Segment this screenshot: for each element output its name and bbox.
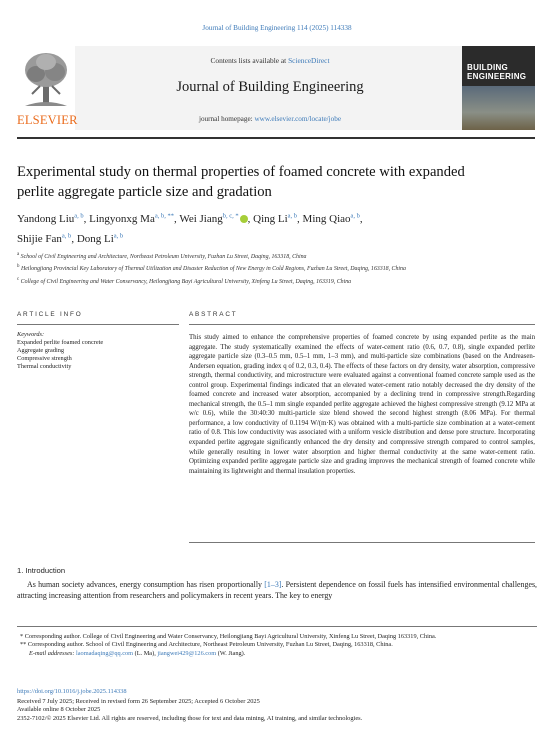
- article-info-heading: ARTICLE INFO: [17, 311, 83, 318]
- journal-title[interactable]: Journal of Building Engineering: [176, 79, 364, 95]
- journal-homepage: [75, 115, 465, 123]
- footnote: * Corresponding author. College of Civil Engineering and Water Conservancy, Heilongjiang Bayi Agricultural University, Xinfeng Lu Street, Daqing 163319, China.: [20, 633, 437, 640]
- keyword[interactable]: Thermal conductivity: [17, 362, 72, 370]
- email-link[interactable]: jiangwei429@126.com: [157, 649, 217, 657]
- citation-link[interactable]: [1–3]: [264, 580, 282, 589]
- abstract-divider: [189, 324, 535, 325]
- intro-paragraph: As human society advances, energy consumption has risen proportionally [1–3]. Persistent dependence on fossil fuels has intensified environmental challenges, attracting increasing attention from researchers and policymakers in recent years. The key to energy: [17, 580, 537, 600]
- affiliation: $^c$ College of Civil Engineering and Water Conservancy, Heilongjiang Bayi Agricultural University, Xinfeng Lu Street, Daqing, 163319, China: [17, 276, 352, 285]
- author[interactable]: Shijie Fan$^{a, b}$,: [17, 232, 77, 246]
- cover-title: [467, 63, 533, 81]
- elsevier-wordmark: ELSEVIER: [17, 113, 78, 127]
- footnote: ** Corresponding author. School of Civil Engineering and Architecture, Northeast Petroleum University, Fuzhan Lu Street, Daqing, 163318, China.: [20, 641, 393, 649]
- affiliations: [17, 251, 537, 288]
- contents-line: [75, 56, 465, 65]
- keyword[interactable]: Expanded perlite foamed concrete: [17, 338, 104, 346]
- journal-reference[interactable]: Journal of Building Engineering 114 (2025) 114338: [202, 24, 352, 32]
- journal-cover-image[interactable]: [462, 46, 535, 130]
- sciencedirect-link[interactable]: ScienceDirect: [288, 56, 330, 65]
- footnote-divider: [17, 626, 537, 627]
- cover-title-line2: ENGINEERING: [467, 72, 527, 81]
- email-line: E-mail addresses: laomadaqing@qq.com (L. Ma), jiangwei429@126.com (W. Jiang).: [29, 649, 246, 657]
- article-dates: [17, 698, 537, 723]
- email-link[interactable]: laomadaqing@qq.com: [76, 649, 134, 657]
- article-info-divider: [17, 324, 179, 325]
- doi-link[interactable]: https://doi.org/10.1016/j.jobe.2025.114338: [17, 688, 127, 695]
- author-list: [17, 207, 537, 248]
- author[interactable]: Wei Jiang$^{b, c, *}$ ,: [179, 212, 254, 225]
- email-label: E-mail addresses:: [29, 649, 75, 657]
- author[interactable]: Qing Li$^{a, b}$,: [253, 212, 303, 225]
- abstract-text: This study aimed to enhance the comprehensive properties of foamed concrete by using expanded perlite as the main aggregate. The study systematically examined the effects of water-cement ratio (0.6, 0.7, 0.8), single expanded perlite aggregate particle size (0.3–0.5 mm, 0.5–1 mm, 1–3 mm), and multi-particle size combinations (based on the Andreasen-Andersen equation, grading index q of 0.2, 0.3, 0.4). The effects of these factors on dry density, water absorption, compressive strength, thermal conductivity, and microstructure were evaluated against a conventional foamed concrete sample used as the control group. Experimental findings indicated that an elevated water-cement ratio notably decreased the dry density of the foamed concrete and increased water absorption, accompanied by a declining trend in compressive strength.Regarding mechanical strength, the 0.5–1 mm single expanded perlite aggregate achieved the highest compressive strength (9.12 MPa at w/c 0.6), while the 30:40:30 multi-particle size blend showed the second highest strength (8.06 MPa). For thermal performance, a low conductivity of 0.1194 W/(m·K) was obtained with a multi-particle size combination at a water-cement ratio of 0.8. This low conductivity was associated with a uniform vesicle distribution and dense pore structure. Incorporating expanded perlite aggregate significantly enhanced the dry density and compressive strength compared to control samples, while generally resulting in lower water absorption and higher thermal conductivity at the same water-cement ratio. Optimizing expanded perlite aggregate particle size and grading improves the mechanical strength of foamed concrete while maintaining its lightweight and thermal insulation properties.: [189, 334, 535, 475]
- orcid-icon[interactable]: [240, 215, 248, 223]
- abstract-end-divider: [189, 542, 535, 543]
- elsevier-tree-icon: [22, 50, 70, 108]
- article-title: Experimental study on thermal properties of foamed concrete with expanded perlite aggregate particle size and gradation: [17, 164, 465, 200]
- received-dates: Received 7 July 2025; Received in revised form 26 September 2025; Accepted 6 October 2025: [17, 698, 260, 705]
- author[interactable]: Lingyonxg $Ma^{a, b, **}$,: [89, 212, 180, 225]
- author[interactable]: Dong Li$^{a, b}$: [76, 232, 124, 246]
- copyright: 2352-7102/© 2025 Elsevier Ltd. All rights are reserved, including those for text and data mining, AI training, and similar technologies.: [17, 714, 363, 722]
- keywords: [17, 331, 179, 371]
- footnotes: [17, 633, 537, 658]
- homepage-link[interactable]: www.elsevier.com/locate/jobe: [254, 115, 342, 123]
- header-divider: [17, 137, 535, 139]
- contents-prefix: Contents lists available at: [210, 56, 289, 65]
- section-heading: 1. Introduction: [17, 566, 66, 575]
- keywords-label: Keywords:: [17, 331, 45, 338]
- author[interactable]: Ming Qiao$^{a, b}$,: [302, 212, 363, 225]
- affiliation: $^b$ Heilongjiang Provincial Key Laboratory of Thermal Utilization and Disaster Reduction of New Energy in Cold Regions, Fuzhan Lu Street, Daqing, 163318, China: [17, 264, 406, 273]
- keyword[interactable]: Compressive strength: [17, 354, 72, 362]
- abstract-heading: ABSTRACT: [189, 311, 238, 318]
- cover-photo: [462, 86, 535, 130]
- author[interactable]: Yandong Liu$^{a, b}$,: [17, 212, 90, 225]
- homepage-prefix: journal homepage:: [198, 115, 255, 123]
- cover-title-line1: BUILDING: [467, 63, 509, 72]
- affiliation: $^a$ School of Civil Engineering and Architecture, Northeast Petroleum University, Fuzhan Lu Street, Daqing, 163318, China: [17, 252, 307, 260]
- available-online: Available online 8 October 2025: [17, 706, 101, 714]
- keyword[interactable]: Aggregate grading: [17, 346, 65, 354]
